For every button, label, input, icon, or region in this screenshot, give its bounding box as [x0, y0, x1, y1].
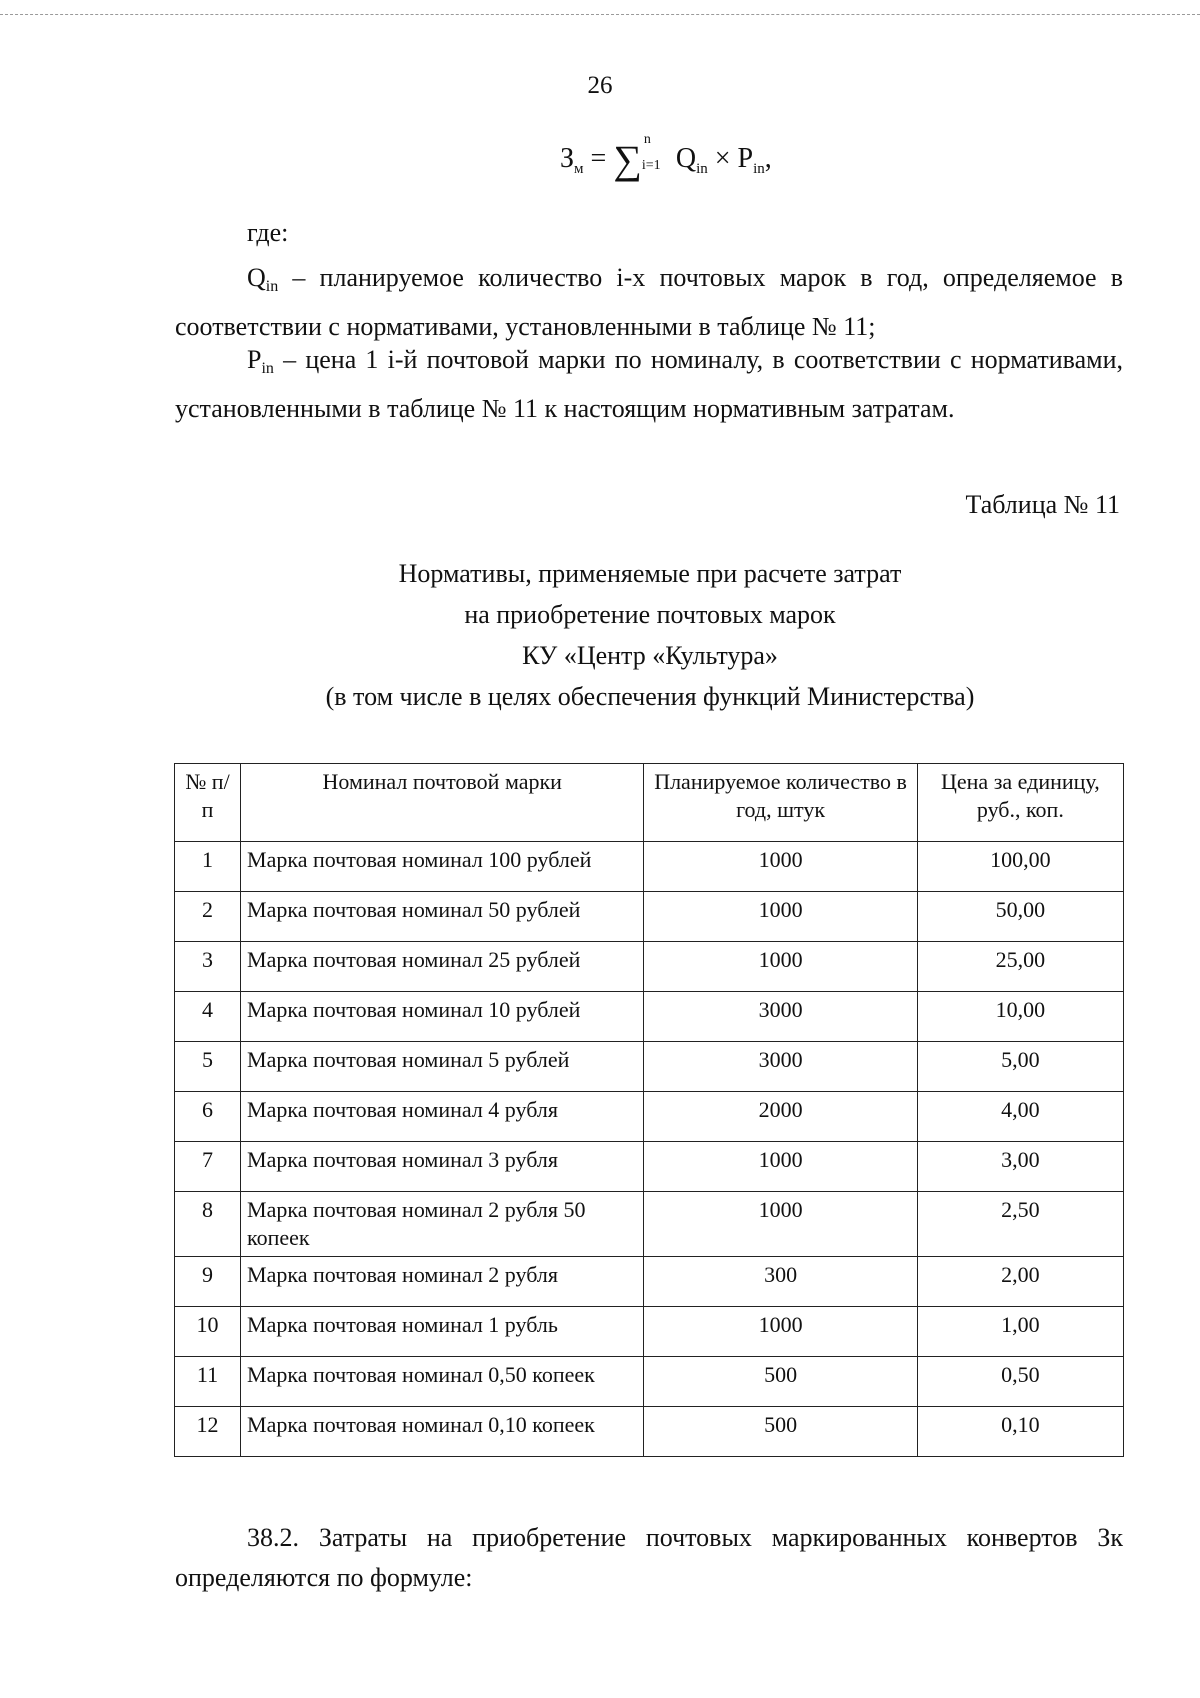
cell-number: 5	[175, 1042, 241, 1092]
formula-p: P	[737, 143, 754, 174]
definition-q	[175, 258, 1123, 347]
cell-number: 4	[175, 992, 241, 1042]
cell-denomination: Марка почтовая номинал 50 рублей	[241, 892, 644, 942]
definition-p-sub: in	[261, 360, 274, 377]
cell-number: 1	[175, 842, 241, 892]
header-price: Цена за единицу, руб., коп.	[917, 764, 1123, 842]
cell-denomination: Марка почтовая номинал 2 рубля 50 копеек	[241, 1192, 644, 1257]
cell-quantity: 3000	[644, 1042, 917, 1092]
cell-denomination: Марка почтовая номинал 0,50 копеек	[241, 1357, 644, 1407]
cell-quantity: 500	[644, 1357, 917, 1407]
cell-price: 3,00	[917, 1142, 1123, 1192]
cell-number: 6	[175, 1092, 241, 1142]
formula-lhs: З	[560, 143, 575, 174]
table-row	[175, 942, 1124, 992]
cell-quantity: 1000	[644, 942, 917, 992]
cell-denomination: Марка почтовая номинал 1 рубль	[241, 1307, 644, 1357]
header-number: № п/п	[175, 764, 241, 842]
table-row	[175, 1042, 1124, 1092]
definition-q-sub: in	[265, 278, 279, 295]
formula-equals: =	[590, 143, 607, 174]
table-title-line: на приобретение почтовых марок	[464, 600, 836, 629]
cell-number: 7	[175, 1142, 241, 1192]
definition-p	[175, 340, 1123, 429]
cell-number: 9	[175, 1257, 241, 1307]
cell-denomination: Марка почтовая номинал 10 рублей	[241, 992, 644, 1042]
sum-symbol: ∑	[613, 137, 642, 182]
formula-times: ×	[714, 143, 731, 174]
table-title-line: Нормативы, применяемые при расчете затрат	[398, 559, 902, 588]
cell-quantity: 1000	[644, 1192, 917, 1257]
cell-number: 8	[175, 1192, 241, 1257]
cell-number: 10	[175, 1307, 241, 1357]
cell-quantity: 300	[644, 1257, 917, 1307]
cost-formula	[560, 132, 772, 182]
definition-p-text: – цена 1 i-й почтовой марки по номиналу, в соответствии с нормативами, установленными в таблице № 11 к настоящим нормативным затратам.	[175, 345, 1123, 423]
cell-price: 2,50	[917, 1192, 1123, 1257]
header-denomination: Номинал почтовой марки	[241, 764, 644, 842]
table-row	[175, 1192, 1124, 1257]
formula-trail: ,	[764, 143, 772, 174]
cell-denomination: Марка почтовая номинал 25 рублей	[241, 942, 644, 992]
stamps-norms-table	[174, 763, 1124, 1457]
cell-quantity: 2000	[644, 1092, 917, 1142]
formula-lhs-sub: м	[574, 161, 584, 177]
cell-price: 5,00	[917, 1042, 1123, 1092]
cell-price: 100,00	[917, 842, 1123, 892]
cell-denomination: Марка почтовая номинал 5 рублей	[241, 1042, 644, 1092]
table-row	[175, 1357, 1124, 1407]
cell-quantity: 1000	[644, 892, 917, 942]
definition-p-symbol: P	[247, 345, 262, 374]
sum-lower: i=1	[641, 158, 661, 173]
cell-price: 2,00	[917, 1257, 1123, 1307]
cell-number: 12	[175, 1407, 241, 1457]
header-quantity: Планируемое количество в год, штук	[644, 764, 917, 842]
cell-number: 3	[175, 942, 241, 992]
cell-price: 25,00	[917, 942, 1123, 992]
cell-quantity: 1000	[644, 1307, 917, 1357]
cell-denomination: Марка почтовая номинал 0,10 копеек	[241, 1407, 644, 1457]
cell-price: 50,00	[917, 892, 1123, 942]
cell-price: 0,50	[917, 1357, 1123, 1407]
cell-denomination: Марка почтовая номинал 3 рубля	[241, 1142, 644, 1192]
where-label: где:	[247, 218, 289, 247]
cell-price: 1,00	[917, 1307, 1123, 1357]
table-title	[175, 553, 1125, 717]
table-row	[175, 1092, 1124, 1142]
sum-upper: n	[643, 132, 651, 147]
cell-denomination: Марка почтовая номинал 4 рубля	[241, 1092, 644, 1142]
cell-price: 4,00	[917, 1092, 1123, 1142]
table-row	[175, 1307, 1124, 1357]
table-number: Таблица № 11	[965, 490, 1120, 519]
table-row	[175, 892, 1124, 942]
table-header-row	[175, 764, 1124, 842]
definition-q-symbol: Q	[247, 263, 266, 292]
cell-quantity: 1000	[644, 1142, 917, 1192]
formula-q-sub: in	[696, 161, 708, 177]
cell-price: 0,10	[917, 1407, 1123, 1457]
table-row	[175, 1142, 1124, 1192]
scan-edge-line	[0, 14, 1200, 15]
table-row	[175, 1407, 1124, 1457]
cell-price: 10,00	[917, 992, 1123, 1042]
table-title-line: КУ «Центр «Культура»	[522, 641, 778, 670]
cell-denomination: Марка почтовая номинал 2 рубля	[241, 1257, 644, 1307]
definition-q-text: – планируемое количество i-х почтовых марок в год, определяемое в соответствии с нормативами, установленными в таблице № 11;	[175, 263, 1123, 341]
table-row	[175, 1257, 1124, 1307]
cell-quantity: 500	[644, 1407, 917, 1457]
formula-q: Q	[675, 143, 697, 174]
closing-paragraph: 38.2. Затраты на приобретение почтовых маркированных конвертов Зк определяются по формуле:	[175, 1523, 1123, 1592]
cell-quantity: 3000	[644, 992, 917, 1042]
table-row	[175, 992, 1124, 1042]
sum-limits	[641, 132, 676, 173]
table-title-line: (в том числе в целях обеспечения функций Министерства)	[325, 682, 975, 711]
cell-number: 11	[175, 1357, 241, 1407]
cell-denomination: Марка почтовая номинал 100 рублей	[241, 842, 644, 892]
cell-number: 2	[175, 892, 241, 942]
formula-p-sub: in	[753, 161, 765, 177]
cell-quantity: 1000	[644, 842, 917, 892]
table-row	[175, 842, 1124, 892]
page-number: 26	[587, 72, 613, 99]
